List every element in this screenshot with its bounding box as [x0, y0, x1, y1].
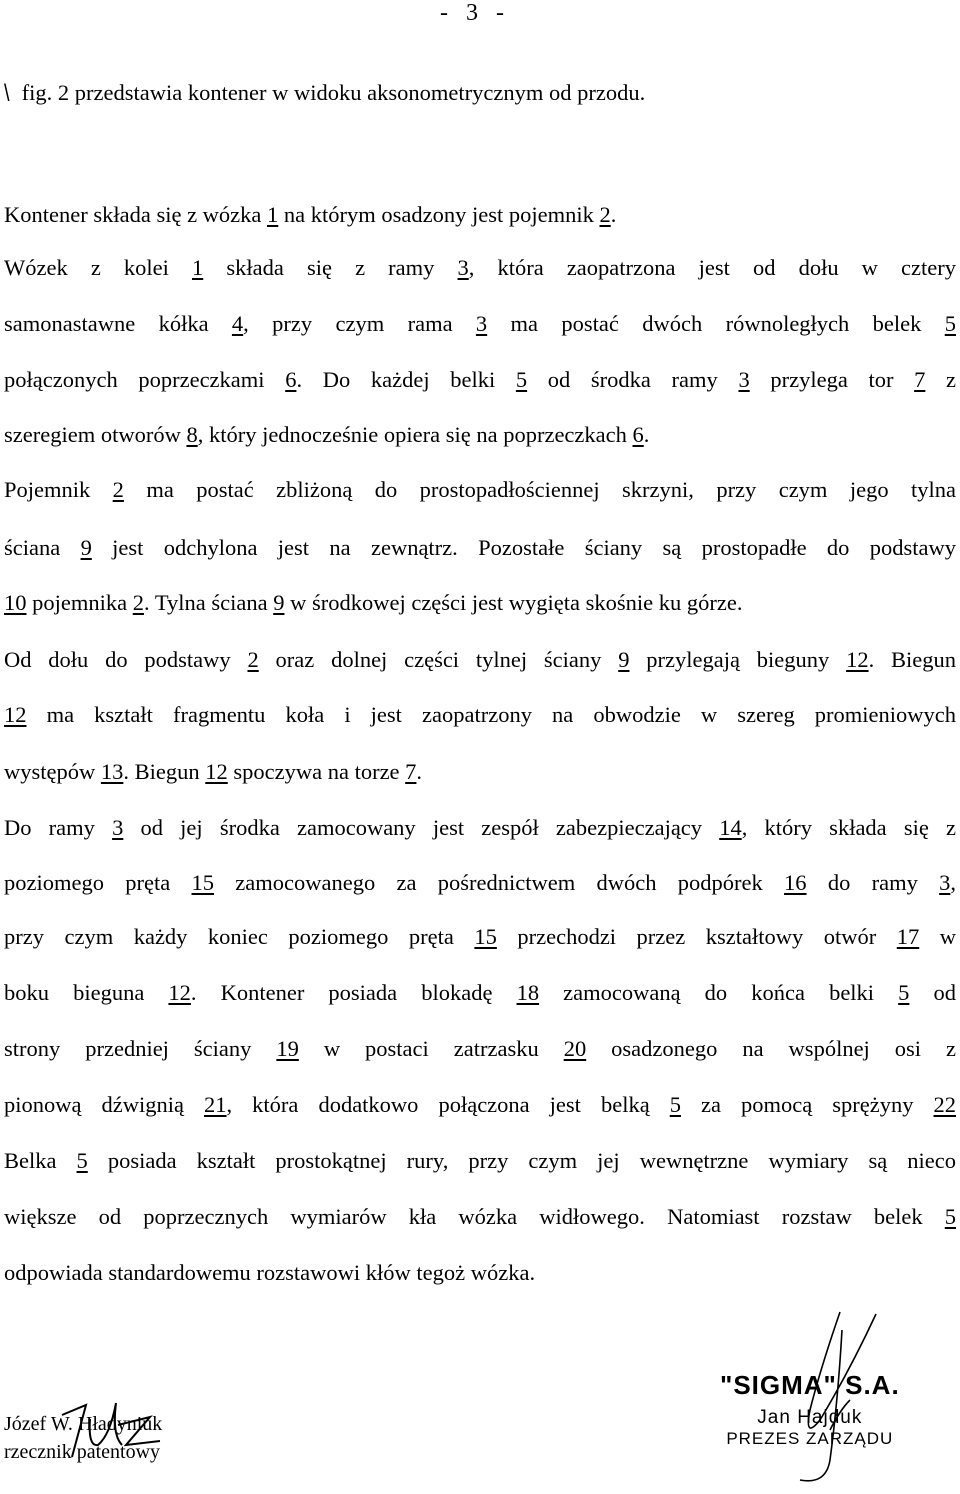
text-run: fig. 2 przedstawia kontener w widoku aksonometrycznym od przodu.: [21, 80, 646, 105]
text-run: ma postać dwóch równoległych belek: [487, 311, 945, 336]
reference-numeral: 7: [914, 367, 926, 392]
reference-numeral: 14: [719, 815, 742, 840]
text-run: Do ramy: [4, 815, 113, 840]
reference-numeral: 6: [285, 367, 297, 392]
text-run: za pomocą sprężyny: [680, 1092, 934, 1117]
handwritten-signature-left: [60, 1395, 210, 1465]
reference-numeral: 5: [898, 980, 910, 1005]
text-run: pojemnika: [26, 590, 133, 615]
reference-numeral: 8: [186, 422, 198, 447]
text-run: osadzonego na wspólnej osi z: [586, 1036, 956, 1061]
text-line: [4, 922, 956, 952]
reference-numeral: 12: [4, 702, 27, 727]
text-run: Kontener składa się z wózka: [4, 202, 268, 227]
reference-numeral: 17: [896, 924, 920, 949]
company-stamp: "SIGMA" S.A.: [720, 1370, 900, 1400]
reference-numeral: 3: [457, 255, 469, 280]
reference-numeral: 9: [273, 590, 285, 615]
text-run: poziomego pręta: [4, 870, 192, 895]
text-line: [4, 700, 956, 730]
reference-numeral: 5: [944, 1204, 956, 1229]
reference-numeral: 21: [204, 1092, 227, 1117]
text-run: strony przedniej ściany: [4, 1036, 277, 1061]
text-run: ma kształt fragmentu koła i jest zaopatrzony na obwodzie w szereg promieniowych: [26, 702, 956, 727]
text-run: posiada kształt prostokątnej rury, przy czym jej wewnętrzne wymiary są nieco: [87, 1148, 956, 1173]
text-line: [4, 365, 956, 395]
text-run: pionową dźwignią: [4, 1092, 205, 1117]
text-run: .: [643, 422, 650, 447]
text-run: jest odchylona jest na zewnątrz. Pozostałe ściany są prostopadłe do podstawy: [91, 535, 957, 560]
text-run: , przy czym rama: [243, 311, 476, 336]
reference-numeral: 2: [112, 477, 124, 502]
text-run: , który jednocześnie opiera się na poprzeczkach: [197, 422, 633, 447]
reference-numeral: 2: [247, 647, 259, 672]
text-run: przechodzi przez kształtowy otwór: [496, 924, 897, 949]
reference-numeral: 1: [192, 255, 204, 280]
reference-numeral: 3: [475, 311, 488, 336]
text-line: [4, 1202, 956, 1232]
text-run: w postaci zatrzasku: [298, 1036, 564, 1061]
text-line: [4, 1146, 956, 1176]
text-run: przylega tor: [749, 367, 915, 392]
text-run: Pojemnik: [4, 477, 113, 502]
reference-numeral: 15: [474, 924, 497, 949]
text-line: [4, 533, 956, 563]
text-run: , która dodatkowo połączona jest belką: [226, 1092, 670, 1117]
signer-role: rzecznik patentowy: [4, 1441, 161, 1463]
text-line: [4, 1258, 535, 1288]
text-run: oraz dolnej części tylnej ściany: [258, 647, 619, 672]
text-run: przylegają bieguny: [629, 647, 847, 672]
reference-numeral: 5: [515, 367, 528, 392]
reference-numeral: 12: [168, 980, 191, 1005]
reference-numeral: 3: [112, 815, 124, 840]
text-run: w: [919, 924, 957, 949]
text-line: [4, 420, 649, 450]
reference-numeral: 16: [784, 870, 807, 895]
text-run: Belka: [4, 1148, 77, 1173]
text-run: ,: [950, 870, 956, 895]
text-line: [4, 309, 956, 339]
text-run: .: [416, 759, 423, 784]
handwritten-signature-right: [780, 1310, 890, 1490]
reference-numeral: 22: [933, 1092, 957, 1117]
president-name: Jan Hajduk: [757, 1407, 863, 1428]
president-role: PREZES ZARZĄDU: [726, 1429, 894, 1448]
text-run: . Biegun: [868, 647, 957, 672]
reference-numeral: 2: [599, 202, 611, 227]
text-line: [4, 253, 956, 283]
reference-numeral: 7: [405, 759, 417, 784]
text-run: połączonych poprzeczkami: [4, 367, 286, 392]
text-run: boku bieguna: [4, 980, 169, 1005]
text-run: . Do każdej belki: [296, 367, 516, 392]
text-run: spoczywa na torze: [227, 759, 406, 784]
reference-numeral: 5: [944, 311, 956, 336]
text-run: . Biegun: [123, 759, 206, 784]
reference-numeral: 9: [80, 535, 92, 560]
text-run: przy czym każdy koniec poziomego pręta: [4, 924, 475, 949]
text-run: od: [909, 980, 956, 1005]
text-line: [4, 978, 956, 1008]
text-line: [4, 200, 616, 230]
text-line: [4, 868, 956, 898]
text-run: . Kontener posiada blokadę: [190, 980, 517, 1005]
text-run: większe od poprzecznych wymiarów kła wózka widłowego. Natomiast rozstaw belek: [4, 1204, 945, 1229]
reference-numeral: 13: [100, 759, 124, 784]
text-line: [4, 813, 956, 843]
text-run: . Tylna ściana: [143, 590, 274, 615]
reference-numeral: 10: [4, 590, 27, 615]
reference-numeral: 3: [939, 870, 951, 895]
reference-numeral: 9: [618, 647, 630, 672]
text-run: od środka ramy: [527, 367, 739, 392]
reference-numeral: 1: [267, 202, 279, 227]
text-run: od jej środka zamocowany jest zespół zabezpieczający: [123, 815, 720, 840]
text-line: [4, 1034, 956, 1064]
text-run: , który składa się z: [741, 815, 956, 840]
text-run: składa się z ramy: [203, 255, 458, 280]
text-run: , która zaopatrzona jest od dołu w cztery: [468, 255, 956, 280]
reference-numeral: 5: [76, 1148, 88, 1173]
text-run: Od dołu do podstawy: [4, 647, 248, 672]
text-run: na którym osadzony jest pojemnik: [278, 202, 600, 227]
text-line: [4, 1090, 956, 1120]
text-run: zamocowanego za pośrednictwem dwóch podpórek: [214, 870, 785, 895]
reference-numeral: 19: [276, 1036, 299, 1061]
text-run: zamocowaną do końca belki: [539, 980, 899, 1005]
reference-numeral: 5: [669, 1092, 681, 1117]
reference-numeral: 20: [563, 1036, 587, 1061]
reference-numeral: 6: [632, 422, 644, 447]
text-run: samonastawne kółka: [4, 311, 232, 336]
text-run: .: [610, 202, 617, 227]
text-run: z: [925, 367, 956, 392]
text-line: [4, 78, 645, 109]
text-run: występów: [4, 759, 101, 784]
reference-numeral: 15: [191, 870, 215, 895]
reference-numeral: 12: [846, 647, 869, 672]
reference-numeral: 4: [231, 311, 244, 336]
text-run: szeregiem otworów: [4, 422, 187, 447]
page-number: - 3 -: [440, 0, 510, 26]
text-line: [4, 645, 956, 675]
signer-name: Józef W. Hładyniuk: [4, 1413, 163, 1435]
text-line: [4, 588, 742, 618]
reference-numeral: 2: [132, 590, 144, 615]
text-line: [4, 475, 956, 505]
margin-mark: \: [4, 80, 10, 108]
reference-numeral: 12: [205, 759, 228, 784]
text-run: odpowiada standardowemu rozstawowi kłów tegoż wózka.: [4, 1260, 536, 1285]
text-line: [4, 757, 422, 787]
text-run: Wózek z kolei: [4, 255, 193, 280]
text-run: w środkowej części jest wygięta skośnie ku górze.: [284, 590, 743, 615]
text-run: ściana: [4, 535, 81, 560]
reference-numeral: 18: [516, 980, 540, 1005]
text-run: do ramy: [806, 870, 940, 895]
reference-numeral: 3: [738, 367, 750, 392]
text-run: ma postać zbliżoną do prostopadłościennej skrzyni, przy czym jego tylna: [123, 477, 956, 502]
